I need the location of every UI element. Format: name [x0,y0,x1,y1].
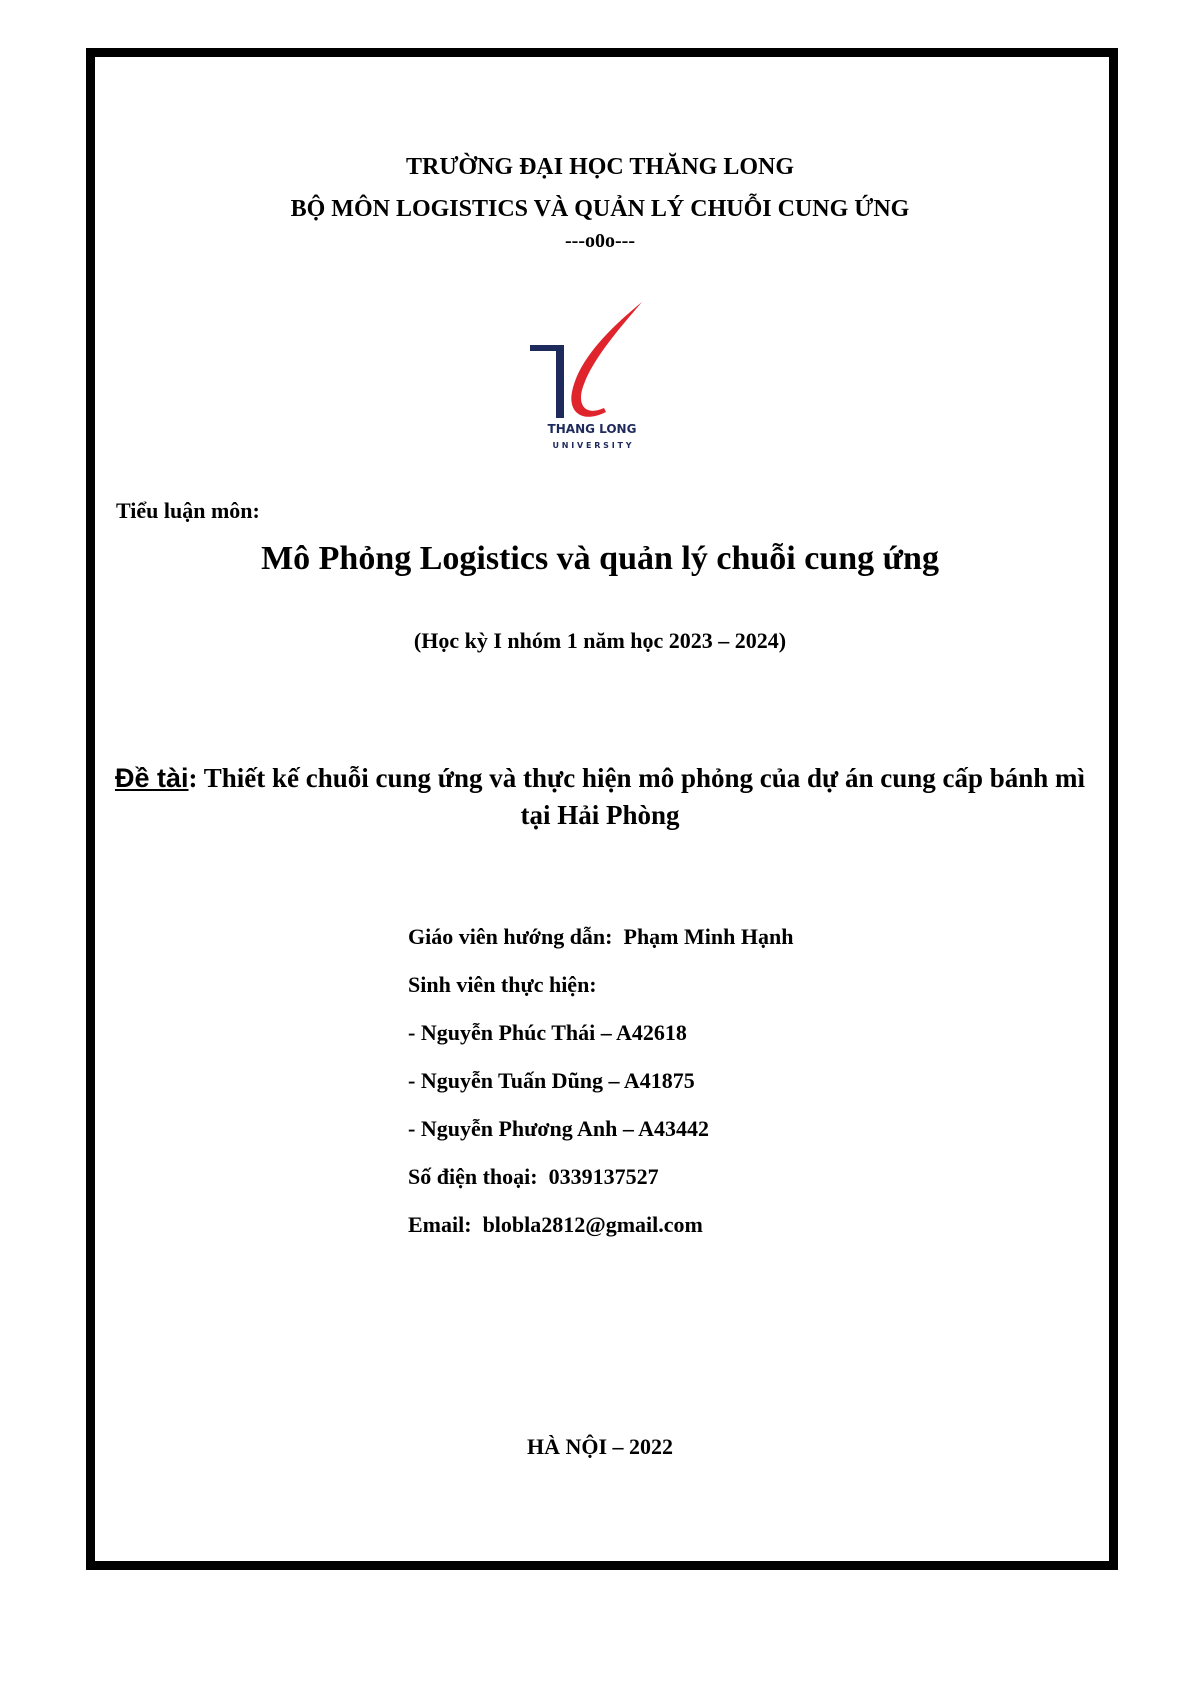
place-year: HÀ NỘI – 2022 [526,1434,674,1459]
subject-label: Tiểu luận môn: [116,498,260,523]
phone-line [408,1164,659,1190]
thang-long-logo-icon [520,300,670,455]
svg-text:U N I V E R S I T Y: U N I V E R S I T Y [552,441,632,450]
university-name: TRƯỜNG ĐẠI HỌC THĂNG LONG [405,154,795,180]
phone-label: Số điện thoại: [408,1164,538,1189]
advisor-line [408,924,793,950]
student-item: - Nguyễn Tuấn Dũng – A41875 [408,1068,695,1093]
email-address: blobla2812@gmail.com [482,1212,703,1237]
department-name: BỘ MÔN LOGISTICS VÀ QUẢN LÝ CHUỖI CUNG ỨNG [290,196,910,222]
phone-number: 0339137527 [548,1164,659,1189]
topic-text: Thiết kế chuỗi cung ứng và thực hiện mô phỏng của dự án cung cấp bánh mì tại Hải Phòng [197,763,1086,830]
semester-info: (Học kỳ I nhóm 1 năm học 2023 – 2024) [413,628,787,653]
subject-title: Mô Phỏng Logistics và quản lý chuỗi cung ứng [261,540,939,577]
advisor-name: Phạm Minh Hạnh [623,924,794,949]
student-item: - Nguyễn Phương Anh – A43442 [408,1116,710,1141]
students-label: Sinh viên thực hiện: [408,972,597,997]
email-line [408,1212,703,1238]
svg-text:THANG LONG: THANG LONG [547,422,637,436]
topic-separator: : [188,763,198,793]
decorative-divider: ---o0o--- [565,230,635,252]
university-logo [520,300,670,455]
advisor-label: Giáo viên hướng dẫn: [408,924,613,949]
student-item: - Nguyễn Phúc Thái – A42618 [408,1020,687,1045]
email-label: Email: [408,1212,472,1237]
topic [110,760,1090,834]
topic-label: Đề tài [114,763,189,793]
